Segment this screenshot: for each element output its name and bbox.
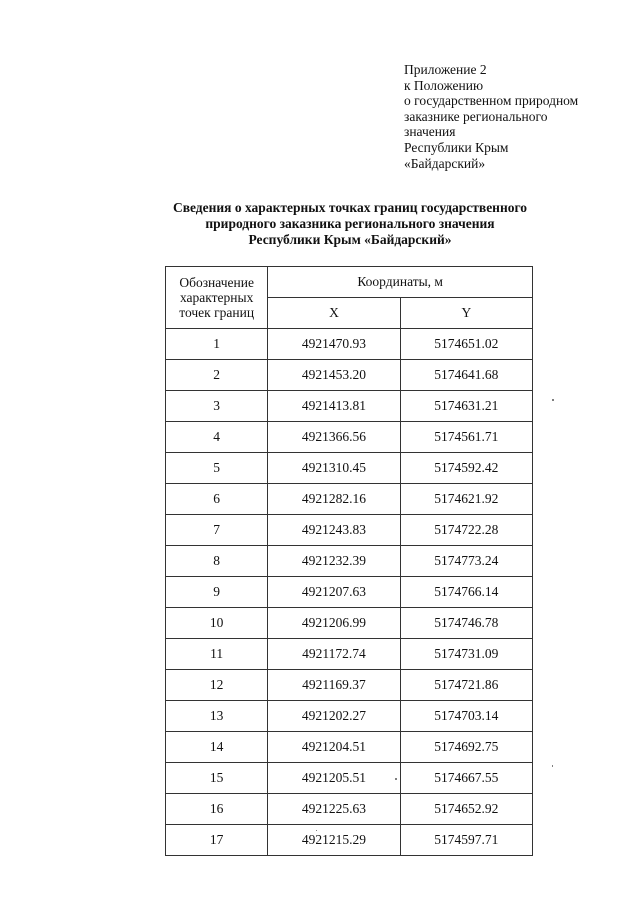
point-number-cell: 5	[166, 453, 268, 484]
table-row	[166, 825, 533, 856]
title-line: природного заказника регионального значения	[205, 216, 495, 231]
header-y: Y	[400, 298, 532, 329]
table-row	[166, 391, 533, 422]
appendix-line: к Положению	[404, 77, 484, 93]
y-coordinate-cell: 5174766.14	[400, 577, 532, 608]
point-number-cell: 3	[166, 391, 268, 422]
x-coordinate-cell: 4921169.37	[268, 670, 400, 701]
title-line: Сведения о характерных точках границ государственного	[172, 200, 528, 215]
table-row	[166, 484, 533, 515]
x-coordinate-cell: 4921215.29	[268, 825, 400, 856]
x-coordinate-cell: 4921413.81	[268, 391, 400, 422]
appendix-line: «Байдарский»	[404, 155, 486, 171]
y-coordinate-cell: 5174641.68	[400, 360, 532, 391]
header-name-line: точек границ	[179, 305, 255, 320]
table-row	[166, 794, 533, 825]
y-coordinate-cell: 5174561.71	[400, 422, 532, 453]
point-number-cell: 6	[166, 484, 268, 515]
y-coordinate-cell: 5174773.24	[400, 546, 532, 577]
y-coordinate-cell: 5174631.21	[400, 391, 532, 422]
appendix-line: Приложение 2	[404, 62, 487, 77]
x-coordinate-cell: 4921243.83	[268, 515, 400, 546]
x-coordinate-cell: 4921204.51	[268, 732, 400, 763]
point-number-cell: 16	[166, 794, 268, 825]
point-number-cell: 15	[166, 763, 268, 794]
point-number-cell: 10	[166, 608, 268, 639]
y-coordinate-cell: 5174667.55	[400, 763, 532, 794]
table-row	[166, 360, 533, 391]
point-number-cell: 4	[166, 422, 268, 453]
point-number-cell: 11	[166, 639, 268, 670]
y-coordinate-cell: 5174597.71	[400, 825, 532, 856]
point-number-cell: 12	[166, 670, 268, 701]
scan-speck	[316, 830, 317, 831]
table-row	[166, 453, 533, 484]
y-coordinate-cell: 5174692.75	[400, 732, 532, 763]
appendix-line: о государственном природном	[404, 93, 579, 109]
x-coordinate-cell: 4921205.51	[268, 763, 400, 794]
x-coordinate-cell: 4921202.27	[268, 701, 400, 732]
x-coordinate-cell: 4921232.39	[268, 546, 400, 577]
table-row	[166, 515, 533, 546]
x-coordinate-cell: 4921172.74	[268, 639, 400, 670]
y-coordinate-cell: 5174703.14	[400, 701, 532, 732]
scan-speck	[552, 399, 554, 401]
y-coordinate-cell: 5174592.42	[400, 453, 532, 484]
point-number-cell: 17	[166, 825, 268, 856]
y-coordinate-cell: 5174721.86	[400, 670, 532, 701]
point-number-cell: 1	[166, 329, 268, 360]
point-number-cell: 8	[166, 546, 268, 577]
y-coordinate-cell: 5174652.92	[400, 794, 532, 825]
point-number-cell: 14	[166, 732, 268, 763]
x-coordinate-cell: 4921453.20	[268, 360, 400, 391]
header-coordinates: Координаты, м	[268, 267, 533, 298]
table-row	[166, 329, 533, 360]
scan-speck	[395, 778, 397, 780]
point-number-cell: 7	[166, 515, 268, 546]
header-point-designation	[166, 267, 268, 329]
table-row	[166, 732, 533, 763]
scan-speck	[552, 765, 553, 767]
x-coordinate-cell: 4921366.56	[268, 422, 400, 453]
appendix-line: заказнике регионального	[404, 108, 548, 124]
appendix-block	[404, 62, 629, 171]
title-line: Республики Крым «Байдарский»	[248, 232, 452, 247]
point-number-cell: 9	[166, 577, 268, 608]
x-coordinate-cell: 4921207.63	[268, 577, 400, 608]
x-coordinate-cell: 4921470.93	[268, 329, 400, 360]
x-coordinate-cell: 4921310.45	[268, 453, 400, 484]
x-coordinate-cell: 4921282.16	[268, 484, 400, 515]
appendix-line: Республики Крым	[404, 139, 509, 155]
x-coordinate-cell: 4921225.63	[268, 794, 400, 825]
header-name-line: Обозначение	[179, 275, 254, 290]
coordinates-table	[165, 266, 533, 856]
table-row	[166, 639, 533, 670]
y-coordinate-cell: 5174621.92	[400, 484, 532, 515]
document-title	[100, 200, 600, 248]
appendix-line: значения	[404, 124, 456, 140]
y-coordinate-cell: 5174722.28	[400, 515, 532, 546]
point-number-cell: 13	[166, 701, 268, 732]
y-coordinate-cell: 5174651.02	[400, 329, 532, 360]
table-row	[166, 701, 533, 732]
table-row	[166, 763, 533, 794]
point-number-cell: 2	[166, 360, 268, 391]
table-row	[166, 608, 533, 639]
table-row	[166, 577, 533, 608]
table-row	[166, 670, 533, 701]
y-coordinate-cell: 5174731.09	[400, 639, 532, 670]
header-x: X	[268, 298, 400, 329]
table-row	[166, 546, 533, 577]
y-coordinate-cell: 5174746.78	[400, 608, 532, 639]
header-name-line: характерных	[179, 290, 254, 305]
table-row	[166, 422, 533, 453]
x-coordinate-cell: 4921206.99	[268, 608, 400, 639]
